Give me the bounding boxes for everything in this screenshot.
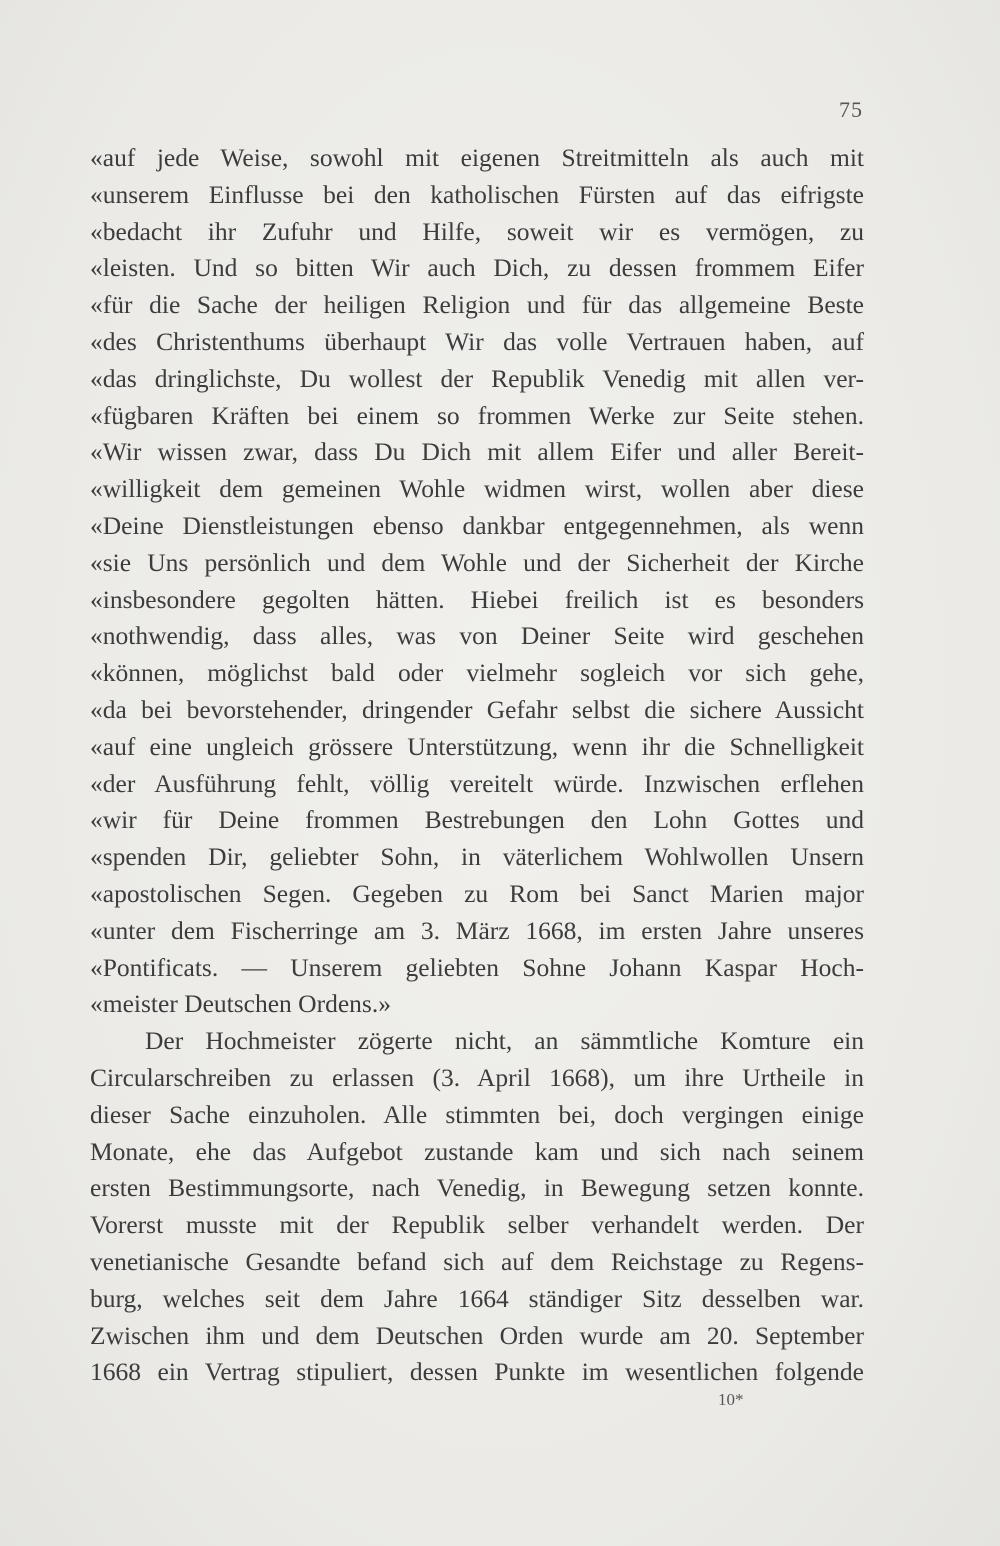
text-line: «wir für Deine frommen Bestrebungen den Lohn Gottes und	[90, 805, 864, 835]
text-line: «für die Sache der heiligen Religion und für das allgemeine Beste	[90, 290, 864, 320]
quoted-letter-paragraph	[90, 140, 864, 1023]
text-line: «auf eine ungleich grössere Unterstützung, wenn ihr die Schnelligkeit	[90, 731, 864, 761]
text-line: «unserem Einflusse bei den katholischen Fürsten auf das eifrigste	[90, 179, 864, 209]
text-line: 1668 ein Vertrag stipuliert, dessen Punkte im wesentlichen folgende	[90, 1357, 864, 1387]
text-line: «das dringlichste, Du wollest der Republik Venedig mit allen ver-	[90, 363, 864, 393]
text-line: «spenden Dir, geliebter Sohn, in väterlichem Wohlwollen Unsern	[90, 842, 864, 872]
text-line: «insbesondere gegolten hätten. Hiebei freilich ist es besonders	[90, 584, 864, 614]
text-line: «nothwendig, dass alles, was von Deiner Seite wird geschehen	[90, 621, 864, 651]
text-line: «Deine Dienstleistungen ebenso dankbar entgegennehmen, als wenn	[90, 510, 864, 540]
text-line: dieser Sache einzuholen. Alle stimmten bei, doch vergingen einige	[90, 1099, 864, 1129]
narrative-paragraph	[90, 1023, 864, 1391]
text-line: Vorerst musste mit der Republik selber verhandelt werden. Der	[90, 1210, 864, 1240]
text-line: ersten Bestimmungsorte, nach Venedig, in Bewegung setzen konnte.	[90, 1173, 864, 1203]
text-line: «unter dem Fischerringe am 3. März 1668, im ersten Jahre unseres	[90, 915, 864, 945]
body-text	[90, 140, 864, 1391]
text-line: «des Christenthums überhaupt Wir das volle Vertrauen haben, auf	[90, 326, 864, 356]
text-line: Circularschreiben zu erlassen (3. April 1668), um ihre Urtheile in	[90, 1062, 864, 1092]
printer-signature-mark: 10*	[718, 1390, 744, 1409]
text-line: «auf jede Weise, sowohl mit eigenen Streitmitteln als auch mit	[90, 143, 864, 172]
text-line: «willigkeit dem gemeinen Wohle widmen wirst, wollen aber diese	[90, 474, 864, 504]
text-line: «Pontificats. — Unserem geliebten Sohne Johann Kaspar Hoch-	[90, 952, 864, 982]
text-line: «fügbaren Kräften bei einem so frommen Werke zur Seite stehen.	[90, 400, 864, 430]
text-line: «leisten. Und so bitten Wir auch Dich, zu dessen frommem Eifer	[90, 253, 864, 283]
text-line: «apostolischen Segen. Gegeben zu Rom bei Sanct Marien major	[90, 878, 864, 908]
text-line: «der Ausführung fehlt, völlig vereitelt würde. Inzwischen erflehen	[90, 768, 864, 798]
text-line: «da bei bevorstehender, dringender Gefahr selbst die sichere Aussicht	[90, 694, 864, 724]
text-line: «Wir wissen zwar, dass Du Dich mit allem Eifer und aller Bereit-	[90, 437, 864, 467]
text-line: venetianische Gesandte befand sich auf dem Reichstage zu Regens-	[90, 1246, 864, 1276]
text-line: Monate, ehe das Aufgebot zustande kam und sich nach seinem	[90, 1136, 864, 1166]
page-number: 75	[839, 97, 863, 122]
text-line: «sie Uns persönlich und dem Wohle und der Sicherheit der Kirche	[90, 547, 864, 577]
text-line: «bedacht ihr Zufuhr und Hilfe, soweit wir es vermögen, zu	[90, 216, 864, 246]
text-line: burg, welches seit dem Jahre 1664 ständiger Sitz desselben war.	[90, 1283, 864, 1313]
text-line: Der Hochmeister zögerte nicht, an sämmtliche Komture ein	[145, 1026, 864, 1056]
text-line: «meister Deutschen Ordens.»	[90, 989, 391, 1019]
text-line: «können, möglichst bald oder vielmehr sogleich vor sich gehe,	[90, 658, 864, 688]
text-line: Zwischen ihm und dem Deutschen Orden wurde am 20. September	[90, 1320, 864, 1350]
